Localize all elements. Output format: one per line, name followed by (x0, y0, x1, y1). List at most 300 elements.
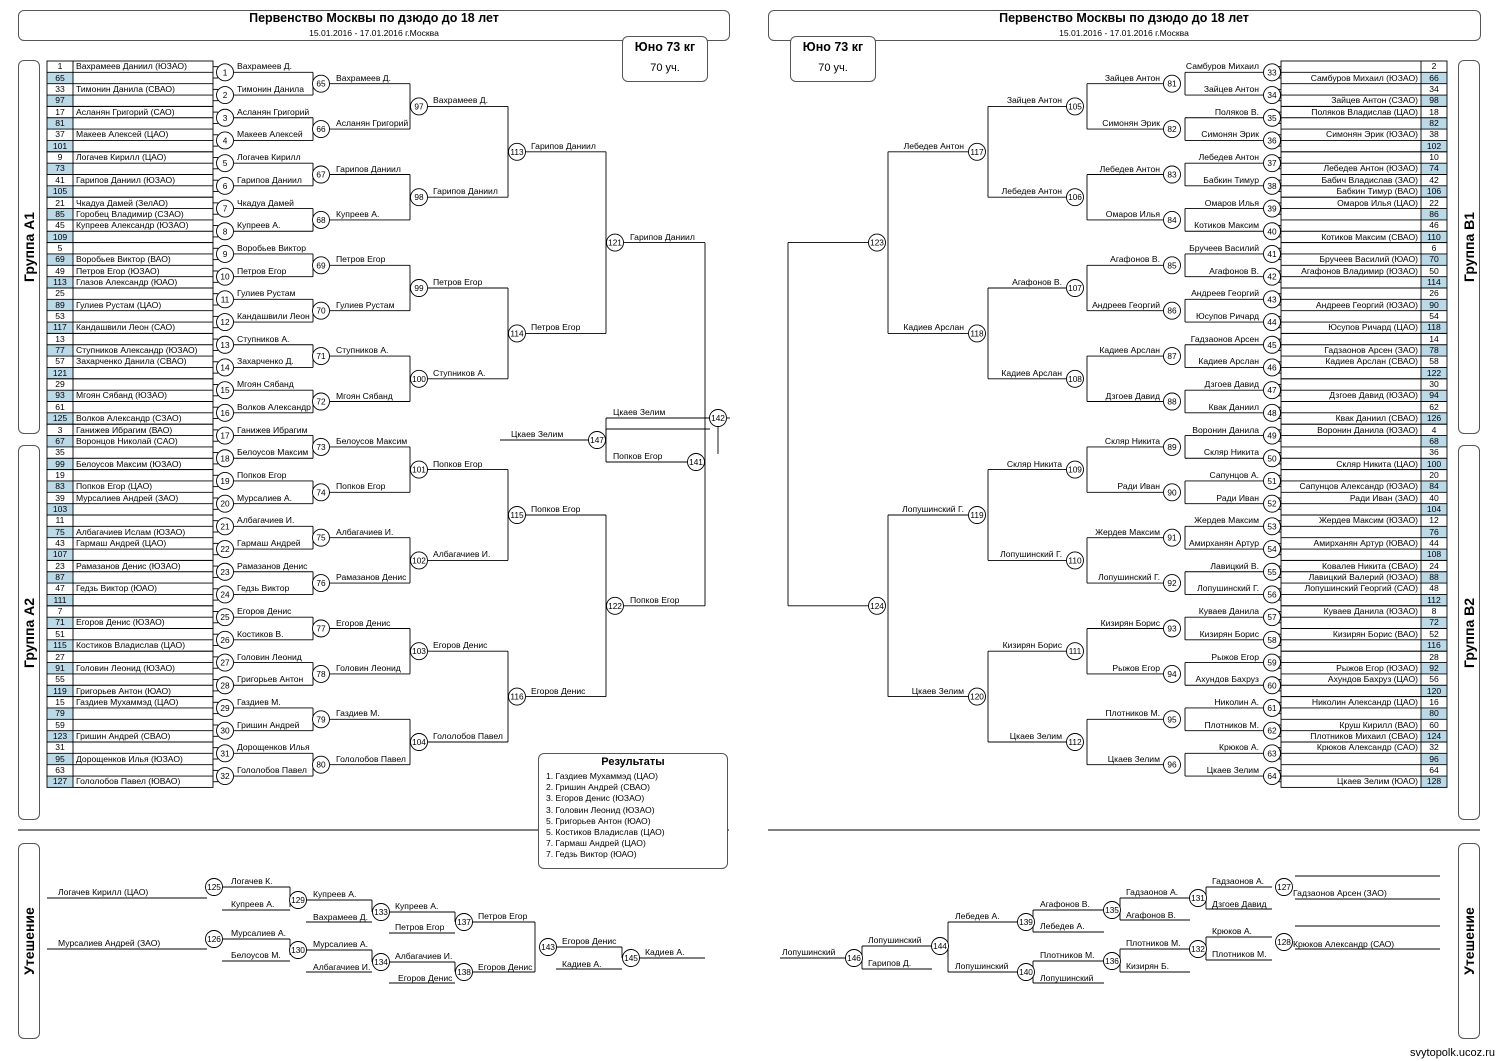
winner-name-r3: Лебедев Антон (1001, 186, 1062, 197)
match-number: 45 (1267, 339, 1277, 350)
entry-number: 118 (1427, 322, 1441, 333)
entry-number: 12 (1429, 515, 1439, 526)
entry-number: 111 (53, 594, 67, 605)
entry-name: Поляков Владислав (ЦАО) (1311, 106, 1418, 117)
cons-entry: Мурсалиев Андрей (ЗАО) (58, 938, 161, 948)
cons-name: Петров Егор (395, 922, 445, 932)
entry-name: Омаров Илья (ЦАО) (1337, 197, 1418, 208)
entry-name: Купреев Александр (ЮЗАО) (76, 220, 189, 231)
cons-name: Плотников М. (1040, 950, 1095, 960)
winner-name-r4: Егоров Денис (531, 685, 586, 696)
match-number: 86 (1167, 305, 1177, 316)
winner-name-r1: Григорьев Антон (237, 674, 304, 685)
match-number: 110 (1068, 555, 1082, 566)
winner-name-r3: Кадиев Арслан (1001, 367, 1062, 378)
winner-name-r1: Симонян Эрик (1201, 129, 1259, 140)
match-number: 95 (1167, 714, 1177, 725)
entry-number: 56 (1429, 674, 1439, 685)
match-number: 73 (316, 441, 326, 452)
match-number: 46 (1267, 362, 1277, 373)
cons-name: Купреев А. (313, 889, 357, 899)
entry-number: 93 (55, 390, 65, 401)
match-number: 140 (1019, 967, 1033, 977)
result-item: 5. Костиков Владислав (ЦАО) (546, 827, 665, 837)
cons-name: Агафонов В. (1126, 910, 1176, 920)
winner-name-r1: Дзгоев Давид (1204, 379, 1259, 390)
entry-number: 98 (1429, 95, 1439, 106)
entry-name: Гармаш Андрей (ЦАО) (76, 538, 167, 548)
entry-name: Кизирян Борис (ВАО) (1332, 628, 1418, 639)
winner-name-r1: Гулиев Рустам (237, 288, 296, 299)
winner-name-r3: Цкаев Зелим (1009, 731, 1062, 741)
entry-number: 63 (55, 765, 65, 775)
winner-name-r1: Амирханян Артур (1189, 538, 1259, 549)
group-label-b2: Группа B2 (1461, 597, 1477, 668)
entry-name: Дорощенков Илья (ЮЗАО) (76, 753, 183, 764)
winner-name-r2: Зайцев Антон (1104, 72, 1160, 83)
match-number: 85 (1167, 260, 1177, 271)
entry-number: 60 (1429, 719, 1439, 730)
match-number: 8 (222, 226, 228, 237)
entry-number: 73 (55, 163, 65, 174)
cons-name: Лопушинский (782, 947, 836, 957)
entry-name: Албагачиев Ислам (ЮЗАО) (76, 526, 186, 537)
entry-number: 27 (55, 651, 65, 662)
entry-number: 124 (1426, 730, 1442, 741)
match-number: 108 (1068, 373, 1082, 384)
match-number: 1 (222, 67, 228, 78)
winner-name-r2: Жердев Максим (1095, 526, 1160, 537)
match-number: 69 (316, 260, 326, 271)
entry-number: 108 (1426, 549, 1442, 560)
entry-number: 91 (55, 662, 65, 673)
entry-number: 70 (1429, 254, 1439, 265)
cons-name: Вахрамеев Д. (313, 912, 368, 922)
entry-name: Бабич Владислав (ЗАО) (1321, 174, 1418, 185)
entry-name: Вахрамеев Даниил (ЮЗАО) (76, 61, 187, 72)
entry-number: 48 (1429, 583, 1439, 594)
winner-name-r2: Гарипов Даниил (336, 163, 401, 174)
entry-name: Гулиев Рустам (ЦАО) (76, 299, 162, 310)
winner-name-r1: Газдиев М. (237, 696, 281, 707)
entry-number: 42 (1429, 174, 1439, 185)
entry-number: 102 (1426, 140, 1442, 151)
cons-name: Гадзаонов А. (1126, 887, 1179, 897)
match-number: 28 (220, 680, 230, 691)
match-number: 93 (1167, 623, 1177, 634)
entry-number: 88 (1429, 572, 1439, 583)
entry-name: Бабкин Тимур (ВАО) (1336, 186, 1418, 197)
match-number: 32 (220, 771, 230, 782)
winner-name-r1: Квак Даниил (1208, 401, 1259, 412)
match-number: 104 (412, 737, 426, 747)
entry-name: Глазов Александр (ЮАО) (76, 276, 178, 287)
winner-name-r2: Головин Леонид (336, 662, 401, 673)
entry-name: Горобец Владимир (СЗАО) (76, 208, 184, 219)
entry-number: 76 (1429, 526, 1439, 537)
cons-name: Петров Егор (478, 911, 528, 921)
entry-name: Гарипов Даниил (ЮЗАО) (76, 174, 176, 185)
match-number: 51 (1267, 475, 1277, 486)
match-number: 64 (1267, 771, 1277, 782)
match-number: 5 (222, 158, 228, 169)
entry-number: 75 (55, 526, 65, 537)
entry-name: Газдиев Мухаммэд (ЦАО) (76, 696, 179, 707)
match-number: 67 (316, 169, 326, 180)
entry-number: 62 (1429, 401, 1439, 412)
entry-name: Лопушинский Георгий (САО) (1304, 583, 1418, 594)
entry-number: 77 (55, 345, 65, 356)
winner-name-r1: Самбуров Михаил (1185, 61, 1259, 72)
match-number: 34 (1267, 90, 1277, 101)
match-number: 124 (870, 600, 884, 611)
winner-name-r1: Рыжов Егор (1211, 651, 1259, 662)
cons-name: Дзгоев Давид (1212, 899, 1267, 909)
cons-name: Логачев К. (231, 876, 273, 886)
match-number: 61 (1267, 702, 1277, 713)
match-number: 141 (689, 457, 703, 467)
entry-number: 35 (55, 447, 65, 458)
result-item: 2. Гришин Андрей (СВАО) (546, 782, 650, 793)
entry-number: 32 (1429, 742, 1439, 753)
entry-number: 14 (1429, 333, 1439, 344)
match-number: 131 (1191, 893, 1205, 903)
entry-number: 16 (1429, 696, 1439, 707)
match-number: 147 (590, 435, 604, 445)
entry-number: 9 (57, 152, 63, 163)
entry-number: 4 (1431, 424, 1437, 435)
entry-number: 123 (52, 730, 68, 741)
match-number: 36 (1267, 135, 1277, 146)
entry-number: 67 (55, 435, 65, 446)
winner-name-r1: Логачев Кирилл (237, 152, 301, 163)
match-number: 143 (541, 942, 555, 952)
entry-number: 30 (1429, 379, 1439, 390)
cons-name: Гадзаонов А. (1212, 876, 1265, 886)
match-number: 11 (220, 294, 230, 305)
match-number: 107 (1068, 283, 1082, 293)
match-number: 68 (316, 214, 326, 225)
match-number: 59 (1267, 657, 1277, 668)
match-number: 26 (220, 634, 230, 645)
cons-name: Купреев А. (395, 901, 439, 911)
winner-name-r1: Купреев А. (237, 220, 281, 231)
entry-number: 34 (1429, 84, 1439, 94)
match-number: 129 (291, 895, 305, 905)
entry-number: 45 (55, 220, 65, 231)
winner-name-r3: Гарипов Даниил (433, 186, 498, 197)
winner-name-r1: Цкаев Зелим (1206, 765, 1259, 776)
entry-number: 39 (55, 492, 65, 503)
winner-name-r1: Кандашвили Леон (237, 311, 310, 322)
winner-name-r1: Поляков В. (1214, 106, 1259, 117)
winner-name-r2: Белоусов Максим (336, 435, 408, 446)
entry-number: 83 (55, 481, 65, 492)
entry-number: 24 (1429, 560, 1439, 571)
final-name: Попков Егор (613, 451, 663, 461)
match-number: 20 (220, 498, 230, 509)
entry-number: 8 (1431, 606, 1437, 617)
entry-number: 26 (1429, 288, 1439, 299)
entry-number: 40 (1429, 492, 1439, 503)
entry-number: 101 (52, 140, 68, 151)
participants-count: 70 уч. (818, 62, 848, 74)
winner-name-r1: Мгоян Сябанд (237, 379, 294, 390)
winner-name-r1: Макеев Алексей (237, 129, 303, 140)
entry-number: 59 (55, 719, 65, 730)
winner-name-r5: Гарипов Даниил (630, 231, 695, 242)
match-number: 10 (220, 271, 230, 282)
entry-name: Волков Александр (СЗАО) (76, 413, 182, 424)
match-number: 109 (1068, 464, 1082, 475)
entry-number: 41 (55, 174, 65, 185)
match-number: 71 (316, 351, 326, 362)
match-number: 50 (1267, 453, 1277, 464)
entry-number: 68 (1429, 435, 1439, 446)
winner-name-r3: Попков Егор (433, 458, 483, 469)
winner-name-r2: Вахрамеев Д. (336, 72, 391, 83)
entry-number: 90 (1429, 299, 1439, 310)
winner-name-r2: Андреев Георгий (1092, 299, 1160, 310)
match-number: 128 (1277, 937, 1291, 947)
entry-number: 38 (1429, 129, 1439, 140)
results-title: Результаты (601, 756, 665, 768)
entry-name: Андреев Георгий (ЮЗАО) (1315, 299, 1418, 310)
winner-name-r1: Ступников А. (237, 333, 290, 344)
entry-name: Логачев Кирилл (ЦАО) (76, 152, 167, 163)
match-number: 54 (1267, 544, 1277, 555)
entry-name: Ковалев Никита (СВАО) (1322, 560, 1418, 571)
winner-name-r1: Захарченко Д. (237, 356, 294, 367)
group-label-b1: Группа B1 (1461, 211, 1477, 283)
match-number: 116 (510, 691, 524, 702)
match-number: 53 (1267, 521, 1277, 532)
winner-name-r2: Кадиев Арслан (1099, 345, 1160, 356)
match-number: 63 (1267, 748, 1277, 759)
entry-number: 49 (55, 265, 65, 276)
entry-name: Сапунцов Александр (ЮЗАО) (1299, 481, 1418, 492)
final-name: Цкаев Зелим (613, 407, 666, 417)
winner-name-r2: Асланян Григорий (336, 118, 409, 129)
winner-name-r1: Костиков В. (237, 628, 284, 639)
winner-name-r2: Петров Егор (336, 254, 386, 265)
entry-name: Кандашвили Леон (САО) (76, 322, 176, 333)
entry-number: 72 (1429, 617, 1439, 628)
entry-name: Гадзаонов Арсен (ЗАО) (1324, 345, 1418, 356)
match-number: 87 (1167, 351, 1177, 362)
entry-number: 50 (1429, 265, 1439, 276)
group-label-consolation-right: Утешение (1461, 907, 1477, 975)
entry-name: Григорьев Антон (ЮАО) (76, 685, 172, 696)
winner-name-r2: Газдиев М. (336, 708, 380, 719)
match-number: 98 (414, 192, 424, 203)
winner-name-r3: Кизирян Борис (1002, 640, 1062, 651)
entry-number: 87 (55, 572, 65, 583)
match-number: 121 (608, 237, 622, 248)
winner-name-r1: Бабкин Тимур (1203, 174, 1259, 185)
match-number: 111 (1068, 646, 1082, 657)
winner-name-r1: Петров Егор (237, 265, 287, 276)
match-number: 44 (1267, 317, 1277, 328)
match-number: 76 (316, 578, 326, 589)
match-number: 134 (374, 957, 388, 967)
match-number: 94 (1167, 668, 1177, 679)
entry-name: Квак Даниил (СВАО) (1335, 413, 1418, 424)
tournament-date: 15.01.2016 - 17.01.2016 г.Москва (1059, 28, 1189, 38)
winner-name-r2: Цкаев Зелим (1107, 753, 1160, 764)
match-number: 72 (316, 396, 326, 407)
winner-name-r1: Дорощенков Илья (237, 742, 310, 753)
entry-name: Самбуров Михаил (ЮЗАО) (1310, 72, 1418, 83)
match-number: 82 (1167, 124, 1177, 135)
entry-name: Гедзь Виктор (ЮАО) (76, 583, 158, 594)
entry-number: 1 (57, 61, 63, 72)
winner-name-r1: Омаров Илья (1204, 197, 1259, 208)
winner-name-r2: Гулиев Рустам (336, 299, 395, 310)
winner-name-r3: Скляр Никита (1006, 458, 1062, 469)
winner-name-r1: Гедзь Виктор (237, 583, 290, 594)
result-item: 3. Головин Леонид (ЮЗАО) (546, 804, 655, 815)
winner-name-r1: Кадиев Арслан (1198, 356, 1259, 367)
entry-name: Котиков Максим (СВАО) (1321, 231, 1418, 242)
match-number: 18 (220, 453, 230, 464)
match-number: 126 (207, 934, 221, 944)
match-number: 24 (220, 589, 230, 600)
entry-number: 92 (1429, 662, 1439, 673)
entry-number: 97 (55, 95, 65, 106)
cons-name: Егоров Денис (562, 936, 617, 946)
entry-number: 74 (1429, 163, 1439, 174)
match-number: 100 (412, 373, 426, 384)
entry-name: Рыжов Егор (ЮЗАО) (1336, 662, 1418, 673)
entry-name: Дзгоев Давид (ЮЗАО) (1329, 390, 1418, 401)
entry-number: 53 (55, 311, 65, 321)
winner-name-r5: Попков Егор (630, 594, 680, 605)
tournament-date: 15.01.2016 - 17.01.2016 г.Москва (309, 28, 439, 38)
match-number: 31 (220, 748, 230, 759)
winner-name-r2: Рамазанов Денис (336, 572, 407, 583)
entry-number: 115 (53, 640, 67, 651)
entry-number: 18 (1429, 106, 1439, 117)
cons-name: Белоусов М. (231, 950, 281, 960)
entry-number: 119 (53, 685, 67, 696)
match-number: 9 (222, 248, 228, 259)
cons-name: Лопушинский (955, 961, 1009, 971)
entry-name: Воробьев Виктор (ВАО) (76, 254, 171, 265)
match-number: 101 (412, 464, 426, 475)
winner-name-r3: Лопушинский Г. (1000, 549, 1062, 560)
match-number: 133 (374, 907, 388, 917)
entry-number: 94 (1429, 390, 1439, 401)
entry-name: Петров Егор (ЮЗАО) (76, 265, 160, 276)
winner-name-r1: Головин Леонид (237, 651, 302, 662)
winner-name-r3: Ступников А. (433, 367, 486, 378)
entry-name: Бручеев Василий (ЮАО) (1319, 254, 1418, 265)
entry-name: Зайцев Антон (СЗАО) (1331, 95, 1418, 106)
winner-name-r2: Симонян Эрик (1102, 118, 1160, 129)
match-number: 39 (1267, 203, 1277, 214)
match-number: 130 (291, 945, 305, 955)
winner-name-r1: Юсупов Ричард (1195, 311, 1259, 322)
cons-name: Лебедев А. (1040, 921, 1085, 931)
match-number: 29 (220, 702, 230, 713)
winner-name-r3: Егоров Денис (433, 640, 488, 651)
match-number: 81 (1167, 78, 1177, 89)
entry-number: 64 (1429, 765, 1439, 775)
match-number: 103 (412, 646, 426, 657)
match-number: 22 (220, 544, 230, 555)
winner-name-r1: Гадзаонов Арсен (1190, 333, 1259, 344)
entry-number: 19 (55, 469, 65, 480)
entry-number: 47 (55, 583, 65, 594)
entry-name: Попков Егор (ЦАО) (76, 481, 153, 492)
cons-name: Купреев А. (231, 899, 275, 909)
entry-name: Егоров Денис (ЮЗАО) (76, 617, 165, 628)
cons-entry: Логачев Кирилл (ЦАО) (58, 887, 149, 897)
match-number: 41 (1267, 248, 1277, 259)
match-number: 35 (1267, 112, 1277, 123)
cons-name: Гарипов Д. (868, 958, 912, 968)
match-number: 2 (222, 90, 228, 101)
entry-number: 55 (55, 674, 65, 685)
entry-number: 29 (55, 379, 65, 390)
match-number: 62 (1267, 725, 1277, 736)
match-number: 19 (220, 475, 230, 486)
entry-number: 116 (1427, 640, 1441, 651)
winner-name-r1: Куваев Данила (1198, 606, 1259, 617)
entry-name: Гришин Андрей (СВАО) (76, 730, 171, 741)
winner-name-r3: Албагачиев И. (433, 549, 491, 560)
result-item: 7. Гедзь Виктор (ЮАО) (546, 849, 637, 860)
match-number: 30 (220, 725, 230, 736)
match-number: 89 (1167, 441, 1177, 452)
winner-name-r4: Петров Егор (531, 322, 581, 333)
entry-number: 78 (1429, 345, 1439, 356)
entry-name: Кадиев Арслан (СВАО) (1325, 356, 1418, 367)
winner-name-r2: Лебедев Антон (1099, 163, 1160, 174)
entry-number: 7 (57, 606, 63, 617)
entry-number: 110 (1427, 231, 1441, 242)
entry-number: 81 (55, 118, 65, 129)
entry-name: Ахундов Бахруз (ЦАО) (1327, 674, 1418, 685)
match-number: 88 (1167, 396, 1177, 407)
match-number: 6 (222, 180, 228, 191)
match-number: 3 (222, 112, 228, 123)
cons-name: Лопушинский (868, 935, 922, 945)
match-number: 119 (970, 510, 984, 520)
match-number: 21 (220, 521, 230, 532)
match-number: 92 (1167, 578, 1177, 589)
winner-name-r1: Егоров Денис (237, 606, 292, 617)
match-number: 120 (970, 691, 984, 702)
entry-name: Воронцов Николай (САО) (76, 435, 178, 446)
entry-number: 11 (55, 515, 65, 526)
entry-number: 17 (55, 106, 65, 117)
cons-name: Агафонов В. (1040, 899, 1090, 909)
match-number: 12 (220, 317, 230, 328)
winner-name-r3: Гололобов Павел (433, 731, 503, 741)
winner-name-r2: Омаров Илья (1105, 208, 1160, 219)
winner-name-r1: Андреев Георгий (1191, 288, 1259, 299)
entry-name: Лавицкий Валерий (ЮЗАО) (1308, 572, 1418, 583)
entry-number: 69 (55, 254, 65, 265)
entry-name: Мурсалиев Андрей (ЗАО) (76, 492, 179, 503)
entry-number: 13 (55, 333, 65, 344)
entry-number: 80 (1429, 708, 1439, 719)
entry-name: Агафонов Владимир (ЮЗАО) (1301, 265, 1418, 276)
winner-name-r4: Попков Егор (531, 504, 581, 514)
winner-name-r1: Зайцев Антон (1203, 84, 1259, 95)
